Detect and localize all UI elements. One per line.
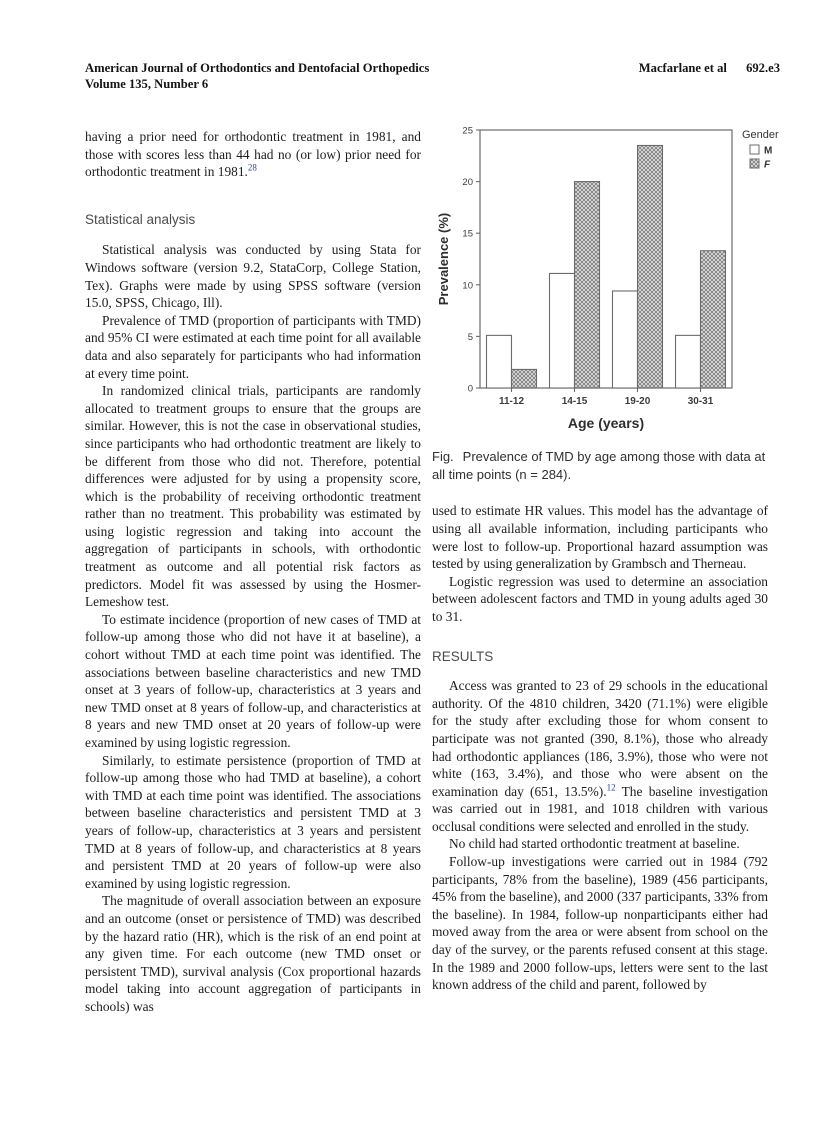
y-axis-label: Prevalence (%): [436, 212, 451, 306]
paragraph-access: [432, 677, 768, 835]
bar-female-30-31: [701, 251, 726, 388]
bar-male-19-20: [613, 291, 638, 388]
legend-label-female: F: [764, 159, 771, 171]
x-tick-label: 30-31: [687, 396, 714, 407]
page-header: [85, 60, 780, 93]
y-tick-label: 0: [467, 383, 473, 395]
paragraph-access-part2: The baseline investigation was carried out in 1981, and 1018 children with various occlusal conditions were selected and enrolled in the study.: [432, 783, 768, 834]
bar-male-14-15: [550, 273, 575, 388]
section-heading-results: RESULTS: [432, 648, 494, 664]
bar-female-14-15: [575, 182, 600, 388]
paragraph: The magnitude of overall association between an exposure and an outcome (onset or persistence of TMD) was described by the hazard ratio (HR), which is the risk of an end point at any given time. For each outcome (new TMD onset or persistent TMD), survival analysis (Cox proportional hazards model taking into account aggregation of participants in schools) was: [85, 893, 421, 1014]
figure-caption-text: Prevalence of TMD by age among those with data at all time points (n = 284).: [432, 449, 766, 483]
bar-male-11-12: [487, 335, 512, 388]
paragraph: Statistical analysis was conducted by using Stata for Windows software (version 9.2, StataCorp, College Station, Tex). Graphs were made by using SPSS software (version 15.0, SPSS, Chicago, Ill).: [85, 242, 421, 311]
bar-female-19-20: [638, 145, 663, 388]
paragraph-opening: [85, 128, 421, 181]
x-tick-label: 19-20: [624, 396, 651, 407]
figure-caption-label: Fig.: [432, 449, 454, 464]
x-tick-label: 14-15: [561, 396, 588, 407]
paragraph: In randomized clinical trials, participants are randomly allocated to treatment groups to ensure that the groups are similar. However, this is not the case in observational studies, since participants who had orthodontic treatment are likely to be different from those who did not. Therefore, potential differences were adjusted for by using a propensity score, which is the probability of receiving orthodontic treatment rather than no treatment. This probability was estimated by using logistic regression and taking into account the aggregation of participants in schools, with orthodontic treatment as outcome and all potential risk factors as predictors. Model fit was assessed by using the Hosmer-Lemeshow test.: [85, 383, 421, 610]
legend-swatch-female: [750, 159, 759, 168]
running-head: [639, 60, 780, 76]
bar-female-11-12: [512, 369, 537, 388]
bar-male-30-31: [676, 335, 701, 388]
x-axis-label: Age (years): [567, 415, 645, 431]
paragraph: To estimate incidence (proportion of new cases of TMD at follow-up among those who did not have it at baseline), a cohort without TMD at each time point was identified. The associations between baseline characteristics and new TMD onset at 3 years of follow-up, characteristics at 3 years and new TMD onset at 8 years of follow-up, and characteristics at 8 years and new TMD onset at 20 years of follow-up were examined by using logistic regression.: [85, 611, 421, 750]
paragraph-opening-text: having a prior need for orthodontic treatment in 1981, and those with scores less than 44 had no (or low) prior need for orthodontic treatment in 1981.: [85, 129, 421, 180]
paragraph: No child had started orthodontic treatment at baseline.: [449, 836, 740, 852]
legend-label-male: M: [764, 145, 773, 157]
citation-ref-12[interactable]: 12: [606, 782, 616, 793]
left-column: [85, 128, 421, 1016]
paragraph: Similarly, to estimate persistence (proportion of TMD at follow-up among those who had TMD at baseline), a cohort with TMD at each time point was identified. The associations between baseline characteristics and persistent TMD at 3 years of follow-up, characteristics at 3 years and persistent TMD at 8 years of follow-up, and characteristics at 8 years and persistent TMD at 20 years of follow-up were also examined by using logistic regression.: [85, 752, 421, 891]
paragraph-access-part1: Access was granted to 23 of 29 schools in the educational authority. Of the 4810 children, 3420 (71.1%) were eligible for the study after excluding those for whom consent to participate was not granted (390, 8.1%), those who already had orthodontic appliances (186, 3.9%), those who were not white (163, 3.4%), and those who were absent on the examination day (651, 13.5%).: [432, 678, 768, 799]
y-tick-label: 25: [462, 125, 473, 137]
legend-title: Gender: [742, 129, 779, 141]
y-tick-label: 20: [462, 177, 473, 189]
running-head-authors: Macfarlane et al: [638, 61, 727, 75]
journal-volume: Volume 135, Number 6: [85, 77, 209, 92]
journal-identifier: [85, 60, 429, 93]
x-tick-label: 11-12: [498, 396, 525, 407]
paragraph: Follow-up investigations were carried out in 1984 (792 participants, 78% from the baseline), 1989 (456 participants, 45% from the baseline), and 2000 (337 participants, 33% from the baseline). In 1984, follow-up nonparticipants either had moved away from the area or were absent from school on the day of the survey, or the parents refused consent at this stage. In the 1989 and 2000 follow-ups, letters were sent to the last known address of the child and parent, followed by: [432, 854, 768, 993]
y-tick-label: 5: [467, 331, 473, 343]
paragraph: Logistic regression was used to determine an association between adolescent factors and TMD in young adults aged 30 to 31.: [432, 573, 768, 624]
figure-caption: [432, 448, 772, 484]
y-tick-label: 10: [462, 280, 473, 292]
figure-chart: [436, 116, 820, 438]
right-column: [432, 116, 779, 994]
y-tick-label: 15: [462, 228, 473, 240]
journal-title: American Journal of Orthodontics and Dentofacial Orthopedics: [85, 61, 430, 75]
chart-svg: [436, 116, 816, 438]
section-heading-statistical-analysis: Statistical analysis: [85, 211, 196, 227]
page-number: 692.e3: [746, 61, 780, 75]
citation-ref-28[interactable]: 28: [247, 162, 257, 173]
paragraph: used to estimate HR values. This model has the advantage of using all available information, including participants who were lost to follow-up. Proportional hazard assumption was tested by using generalization by Grambsch and Therneau.: [432, 503, 768, 572]
legend-swatch-male: [750, 145, 759, 154]
paragraph: Prevalence of TMD (proportion of participants with TMD) and 95% CI were estimated at each time point for all available data and also separately for participants who had information at every time point.: [85, 312, 421, 381]
